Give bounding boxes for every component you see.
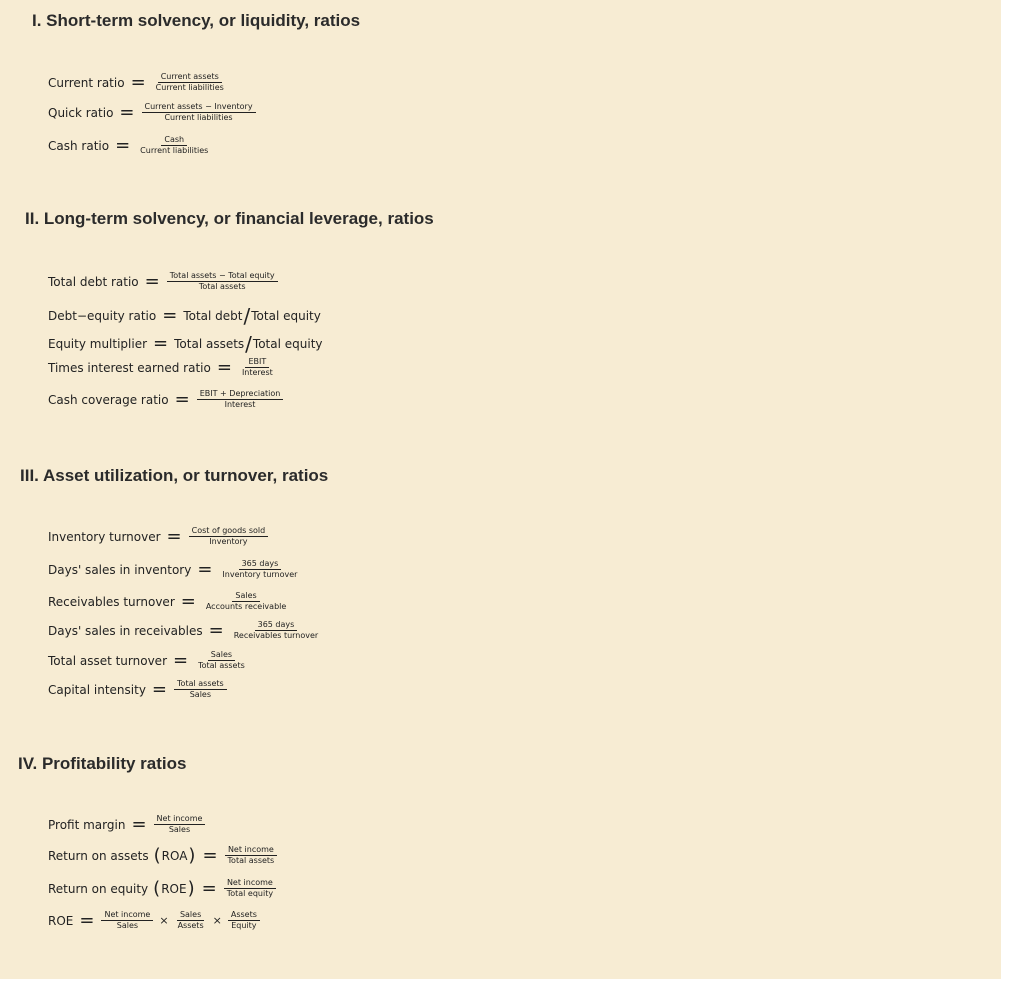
formula-label: Debt−equity ratio — [48, 309, 157, 323]
equals-sign: = — [202, 844, 218, 866]
numerator: Total assets — [174, 680, 227, 690]
fraction — [154, 815, 206, 835]
times-sign: × — [159, 914, 169, 928]
profit-margin-formula — [48, 815, 206, 835]
equals-sign: = — [216, 356, 232, 378]
cash-ratio-formula — [48, 136, 212, 156]
numerator: 365 days — [255, 621, 298, 631]
fraction — [167, 272, 278, 292]
formula-label: Days' sales in receivables — [48, 623, 203, 638]
numerator: Net income — [225, 846, 277, 856]
numerator: Sales — [208, 651, 235, 661]
equals-sign: = — [197, 558, 213, 580]
numerator: Cash — [161, 136, 187, 146]
section-title-profitability: IV. Profitability ratios — [18, 754, 187, 773]
equals-sign: = — [201, 877, 217, 899]
equals-sign: = — [130, 71, 146, 93]
denominator: Total equity — [226, 889, 274, 899]
section-title-leverage: II. Long-term solvency, or financial leverage, ratios — [25, 209, 434, 228]
formula-left-term: Total assets — [174, 337, 245, 351]
denominator: Current liabilities — [164, 113, 233, 123]
fraction — [195, 651, 248, 671]
equals-sign: = — [153, 333, 169, 354]
denominator: Assets — [177, 921, 204, 931]
numerator: Current assets − Inventory — [142, 103, 256, 113]
formula-left-term: Total debt — [183, 309, 243, 323]
fraction — [219, 560, 300, 580]
times-interest-earned-formula — [48, 358, 277, 378]
formula-label: Receivables turnover — [48, 594, 175, 609]
receivables-turnover-formula — [48, 592, 290, 612]
return-on-equity-formula — [48, 879, 277, 899]
equals-sign: = — [173, 649, 189, 671]
equals-sign: = — [144, 270, 160, 292]
formula-label: Times interest earned ratio — [48, 360, 211, 375]
denominator: Total assets — [227, 856, 275, 866]
formula-label: Cash ratio — [48, 138, 110, 153]
fraction — [224, 879, 276, 899]
denominator: Receivables turnover — [233, 631, 319, 641]
denominator: Sales — [116, 921, 139, 931]
formula-label: Inventory turnover — [48, 529, 161, 544]
fraction — [225, 846, 278, 866]
equals-sign: = — [180, 590, 196, 612]
fraction — [137, 136, 211, 156]
fraction-equity-multiplier — [228, 911, 260, 931]
denominator: Inventory — [209, 537, 248, 547]
formula-label: Equity multiplier — [48, 337, 148, 351]
denominator: Interest — [241, 368, 273, 378]
fraction — [197, 390, 284, 410]
formula-label: Days' sales in inventory — [48, 562, 192, 577]
cash-coverage-ratio-formula — [48, 390, 284, 410]
numerator: EBIT — [245, 358, 269, 368]
numerator: Current assets — [158, 73, 222, 83]
fraction — [189, 527, 269, 547]
denominator: Sales — [189, 690, 212, 700]
numerator: Sales — [177, 911, 204, 921]
numerator: Total assets − Total equity — [167, 272, 278, 282]
equals-sign: = — [208, 619, 224, 641]
denominator: Inventory turnover — [222, 570, 298, 580]
numerator: EBIT + Depreciation — [197, 390, 284, 400]
formula-label: Total debt ratio — [48, 274, 139, 289]
equity-multiplier-formula — [48, 334, 323, 354]
section-title-liquidity: I. Short-term solvency, or liquidity, ratios — [32, 11, 361, 30]
denominator: Total assets — [198, 661, 245, 671]
denominator: Current liabilities — [155, 83, 224, 93]
fraction — [174, 680, 227, 700]
fraction — [153, 73, 227, 93]
formula-label: Total asset turnover — [48, 653, 167, 668]
quick-ratio-formula — [48, 103, 257, 123]
section-title-turnover: III. Asset utilization, or turnover, ratios — [20, 466, 329, 485]
return-on-assets-formula — [48, 846, 278, 866]
denominator: Accounts receivable — [205, 602, 287, 612]
numerator: 365 days — [239, 560, 282, 570]
equals-sign: = — [151, 678, 168, 700]
formula-label: Capital intensity — [48, 682, 146, 697]
numerator: Assets — [228, 911, 260, 921]
fraction — [231, 621, 322, 641]
formula-label: Return on assets — [48, 848, 149, 863]
formula-right-term: Total equity — [251, 309, 321, 323]
slash-sign: / — [245, 332, 252, 356]
debt-equity-ratio-formula — [48, 306, 321, 326]
fraction-profit-margin — [101, 911, 153, 931]
numerator: Net income — [224, 879, 276, 889]
times-sign: × — [212, 914, 222, 928]
capital-intensity-formula — [48, 680, 228, 700]
formula-abbreviation: ROA — [161, 848, 188, 863]
formula-label: Quick ratio — [48, 105, 114, 120]
fraction-asset-turnover — [175, 911, 207, 931]
formula-label: Profit margin — [48, 817, 126, 832]
left-paren: ( — [153, 844, 161, 866]
days-sales-in-inventory-formula — [48, 560, 301, 580]
current-ratio-formula — [48, 73, 228, 93]
equals-sign: = — [79, 909, 95, 931]
numerator: Cost of goods sold — [189, 527, 269, 537]
total-debt-ratio-formula — [48, 272, 279, 292]
formula-right-term: Total equity — [252, 337, 323, 351]
right-paren: ) — [187, 877, 195, 899]
formula-label: Return on equity — [48, 881, 149, 896]
denominator: Sales — [168, 825, 191, 835]
formula-label: ROE — [48, 913, 74, 928]
fraction — [239, 358, 276, 378]
equals-sign: = — [119, 101, 135, 123]
equals-sign: = — [131, 813, 147, 835]
roe-dupont-formula — [48, 911, 261, 931]
right-paren: ) — [188, 844, 196, 866]
equals-sign: = — [174, 388, 190, 410]
fraction — [203, 592, 289, 612]
numerator: Net income — [101, 911, 153, 921]
formula-label: Current ratio — [48, 75, 125, 90]
formula-label: Cash coverage ratio — [48, 392, 169, 407]
left-paren: ( — [153, 877, 161, 899]
numerator: Net income — [154, 815, 206, 825]
denominator: Equity — [231, 921, 257, 931]
inventory-turnover-formula — [48, 527, 269, 547]
numerator: Sales — [232, 592, 259, 602]
fraction — [142, 103, 256, 123]
equals-sign: = — [115, 134, 131, 156]
denominator: Total assets — [198, 282, 246, 292]
denominator: Interest — [224, 400, 256, 410]
denominator: Current liabilities — [140, 146, 209, 156]
days-sales-in-receivables-formula — [48, 621, 322, 641]
slash-sign: / — [243, 304, 251, 328]
formula-abbreviation: ROE — [161, 881, 187, 896]
equals-sign: = — [166, 525, 182, 547]
equals-sign: = — [162, 305, 178, 326]
total-asset-turnover-formula — [48, 651, 249, 671]
